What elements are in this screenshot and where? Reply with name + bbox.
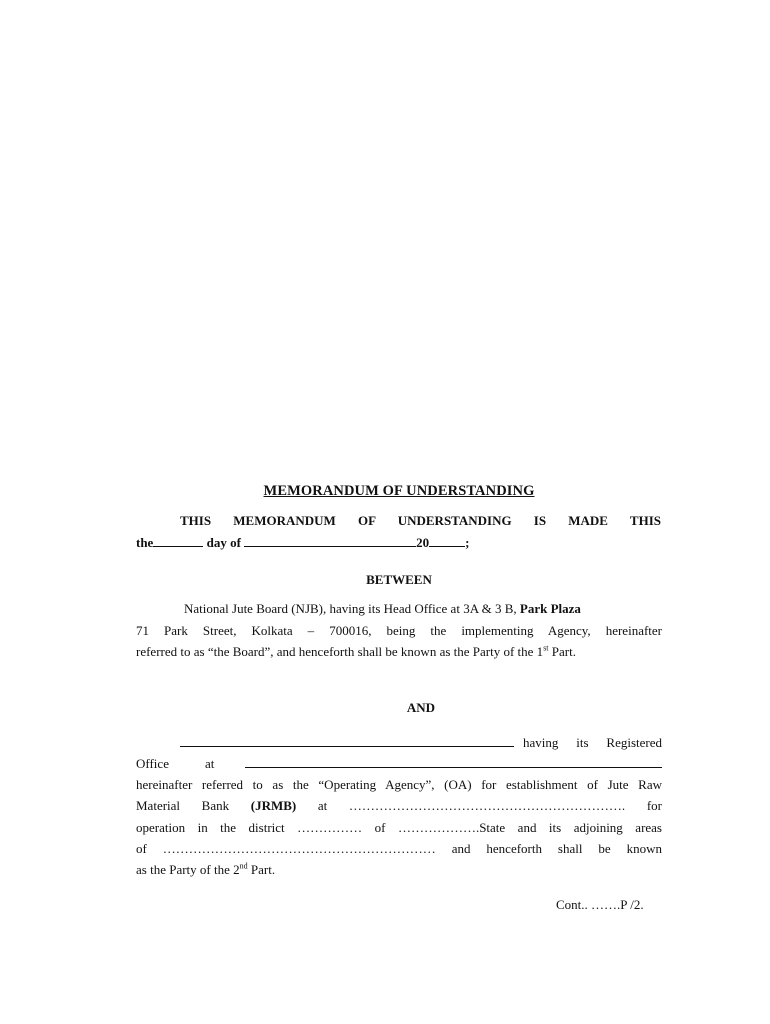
continuation-note: Cont.. …….P /2. xyxy=(556,897,644,912)
party2-line-2-office: Office xyxy=(136,756,169,771)
party2-ordinal: nd xyxy=(239,861,248,871)
party1-line-1-text: National Jute Board (NJB), having its Head Office at 3A & 3 B, xyxy=(184,601,520,616)
party2-line-4-tail: at ………………………………………………………. for xyxy=(296,798,662,813)
party2-line-1-tail: having its Registered xyxy=(523,735,662,750)
party2-line-6: of ……………………………………………………… and henceforth shall be known xyxy=(136,841,662,856)
opening-the: the xyxy=(136,535,154,550)
party1-line-3-text: referred to as “the Board”, and henceforth shall be known as the Party of the 1 xyxy=(136,644,544,659)
party2-line-7-tail: Part. xyxy=(247,862,276,877)
party2-line-1 xyxy=(180,735,514,751)
opening-line-1: THIS MEMORANDUM OF UNDERSTANDING IS MADE THIS xyxy=(180,513,661,528)
party2-address-blank xyxy=(245,766,662,768)
party2-name-blank xyxy=(180,745,514,747)
year-blank xyxy=(429,545,465,547)
party2-line-5: operation in the district …………… of ……………….State and its adjoining areas xyxy=(136,820,662,835)
party2-line-3: hereinafter referred to as the “Operating Agency”, (OA) for establishment of Jute Raw xyxy=(136,777,662,792)
opening-day-of: day of xyxy=(206,535,241,550)
party2-line-2-at: at xyxy=(205,756,215,771)
month-blank xyxy=(244,545,416,547)
opening-twenty: 20 xyxy=(416,535,430,550)
party1-line-2: 71 Park Street, Kolkata – 700016, being the implementing Agency, hereinafter xyxy=(136,623,662,638)
between-heading: BETWEEN xyxy=(366,572,432,587)
party2-line-7-text: as the Party of the 2 xyxy=(136,862,240,877)
day-blank xyxy=(153,545,203,547)
document-title: MEMORANDUM OF UNDERSTANDING xyxy=(263,483,535,499)
party1-line-1 xyxy=(184,601,581,617)
party2-address-blank-wrap xyxy=(245,756,662,772)
opening-end: ; xyxy=(465,535,470,550)
party1-park-plaza: Park Plaza xyxy=(519,601,581,616)
party2-line-4 xyxy=(136,798,662,814)
party2-line-7 xyxy=(136,862,275,878)
party1-line-3 xyxy=(136,644,576,660)
party2-jrmb: (JRMB) xyxy=(250,798,297,813)
party2-line-4-text: Material Bank xyxy=(136,798,251,813)
and-heading: AND xyxy=(406,700,436,715)
party1-ordinal: st xyxy=(543,643,549,653)
opening-line-2 xyxy=(136,535,470,551)
party1-line-3-tail: Part. xyxy=(548,644,576,659)
